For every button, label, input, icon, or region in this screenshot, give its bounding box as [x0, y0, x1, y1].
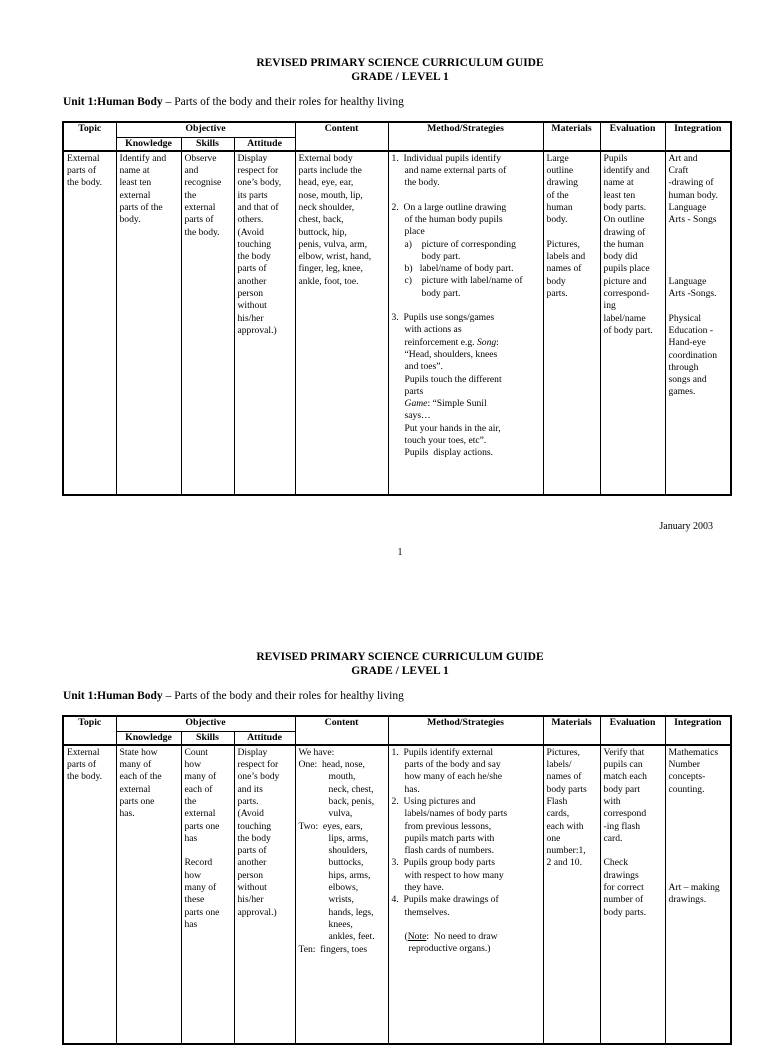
method-line: body part. — [421, 287, 461, 299]
cell-line: others. — [237, 214, 264, 226]
cell-attitude — [234, 151, 295, 495]
cell-line: names of — [546, 771, 582, 783]
cell-line — [669, 796, 728, 808]
cell-line: nose, mouth, lip, — [298, 189, 363, 201]
method-line: touch your toes, etc”. — [404, 435, 487, 447]
cell-line: without — [237, 300, 267, 312]
cell-line: (Avoid — [237, 808, 264, 820]
cell-content — [295, 151, 388, 495]
cell-line: picture and — [603, 275, 647, 287]
content-line: neck, chest, — [328, 783, 374, 795]
cell-line: chest, back, — [298, 214, 344, 226]
method-step-3: 3. Pupils group body parts — [391, 857, 495, 869]
cell-line: body parts. — [603, 201, 647, 213]
cell-line: On outline — [603, 214, 645, 226]
cell-line: his/her — [237, 894, 264, 906]
unit-label: Unit 1:Human Body — [63, 690, 163, 702]
content-line: lips, arms, — [328, 832, 369, 844]
method-line: and name external parts of — [404, 165, 507, 177]
cell-line: drawings. — [668, 894, 707, 906]
cell-line: parts. — [546, 288, 568, 300]
cell-line: parts of — [237, 845, 267, 857]
method-step-1: 1. Pupils identify external — [391, 746, 494, 758]
cell-line: body. — [119, 214, 141, 226]
cell-line: the body — [237, 251, 271, 263]
cell-line: drawing — [546, 177, 578, 189]
cell-line: one — [546, 832, 561, 844]
header-integration: Integration — [665, 122, 731, 151]
cell-line: head, eye, ear, — [298, 177, 354, 189]
table-row — [63, 745, 731, 1044]
header-topic: Topic — [63, 716, 116, 745]
cell-line: penis, vulva, arm, — [298, 238, 368, 250]
content-line: elbows, — [328, 882, 359, 894]
header-materials: Materials — [543, 122, 600, 151]
cell-line: human — [546, 201, 573, 213]
cell-line: external — [184, 808, 216, 820]
method-note — [392, 931, 540, 943]
cell-line: games. — [668, 386, 696, 398]
cell-line: each with — [546, 820, 584, 832]
cell-line: buttock, hip, — [298, 226, 347, 238]
cell-line: parts of — [184, 214, 214, 226]
cell-line: number:1, — [546, 845, 586, 857]
cell-line: approval.) — [237, 324, 277, 336]
cell-line — [604, 845, 662, 857]
cell-line: another — [237, 857, 267, 869]
cell-line: Number — [668, 759, 700, 771]
header-skills: Skills — [181, 731, 234, 745]
cell-line: pupils place — [603, 263, 650, 275]
cell-line — [669, 870, 728, 882]
cell-line: of body part. — [603, 324, 653, 336]
cell-line: parts include the — [298, 165, 362, 177]
cell-line: each of the — [119, 771, 162, 783]
cell-line: neck shoulder, — [298, 201, 355, 213]
header-integration: Integration — [665, 716, 731, 745]
cell-line: the body. — [67, 771, 103, 783]
header-materials: Materials — [543, 716, 600, 745]
method-line: place — [404, 226, 425, 238]
method-line: has. — [404, 783, 420, 795]
cell-line: has. — [119, 808, 135, 820]
method-line: with actions as — [404, 324, 462, 336]
method-line: Pupils display actions. — [404, 447, 494, 459]
header-content: Content — [295, 716, 388, 745]
cell-line: person — [237, 869, 264, 881]
cell-line: External — [67, 152, 100, 164]
cell-line: through — [668, 361, 699, 373]
header-content: Content — [295, 122, 388, 151]
cell-line: many of — [119, 759, 152, 771]
method-line — [392, 398, 540, 410]
cell-line: Count — [184, 746, 208, 758]
content-line: back, penis, — [328, 795, 375, 807]
cell-line: these — [184, 894, 205, 906]
cell-attitude — [234, 745, 295, 1044]
cell-line: body did — [603, 251, 638, 263]
cell-materials — [543, 745, 600, 1044]
header-attitude: Attitude — [234, 137, 295, 151]
cell-integration — [665, 151, 731, 495]
cell-line: (Avoid — [237, 226, 264, 238]
cell-line: and that of — [237, 201, 279, 213]
cell-line: has — [184, 832, 198, 844]
cell-materials — [543, 151, 600, 495]
cell-line: one’s body, — [237, 177, 282, 189]
cell-line: external — [184, 201, 216, 213]
cell-line: card. — [603, 832, 623, 844]
cell-topic — [63, 151, 116, 495]
method-line: Put your hands in the air, — [404, 422, 501, 434]
cell-line: body parts. — [603, 906, 647, 918]
cell-line: without — [237, 882, 267, 894]
cell-line: touching — [237, 238, 272, 250]
document-date: January 2003 — [659, 521, 713, 532]
cell-line: external — [119, 189, 151, 201]
cell-line: Record — [184, 857, 213, 869]
cell-line: with — [603, 795, 621, 807]
title-line-2: GRADE / LEVEL 1 — [351, 665, 449, 677]
cell-line — [669, 227, 728, 239]
header-evaluation: Evaluation — [600, 122, 665, 151]
cell-integration — [665, 745, 731, 1044]
cell-line: drawing of — [603, 226, 646, 238]
method-sub-a: a) picture of corresponding — [404, 238, 516, 250]
cell-line: body part — [603, 783, 641, 795]
method-step-2: 2. Using pictures and — [391, 795, 476, 807]
header-method: Method/Strategies — [388, 122, 543, 151]
cell-line: -ing flash — [603, 820, 641, 832]
cell-line: Display — [237, 746, 268, 758]
method-line: how many of each he/she — [404, 771, 503, 783]
cell-line: parts. — [237, 795, 259, 807]
cell-method — [388, 745, 543, 1044]
method-line: with respect to how many — [404, 869, 504, 881]
method-line: themselves. — [404, 906, 450, 918]
cell-line: parts of the — [119, 201, 163, 213]
cell-line: parts one — [184, 906, 220, 918]
method-line: parts — [404, 385, 424, 397]
cell-topic — [63, 745, 116, 1044]
content-line: mouth, — [328, 771, 356, 783]
cell-line: touching — [237, 820, 272, 832]
cell-line: Pictures, — [546, 238, 580, 250]
method-text: ( — [404, 930, 408, 942]
cell-line: parts of — [67, 759, 97, 771]
cell-knowledge — [116, 745, 181, 1044]
cell-skills — [181, 745, 234, 1044]
cell-line: identify and — [603, 165, 650, 177]
content-line: wrists, — [328, 894, 354, 906]
cell-line — [669, 833, 728, 845]
page-number: 1 — [397, 547, 403, 558]
content-line: hips, arms, — [328, 869, 371, 881]
content-line: ankles, feet. — [328, 931, 375, 943]
content-line: We have: — [298, 746, 335, 758]
cell-line: his/her — [237, 312, 264, 324]
cell-line — [669, 845, 728, 857]
unit-heading — [63, 690, 404, 702]
cell-line: cards, — [546, 808, 570, 820]
table-row — [63, 151, 731, 495]
method-line — [392, 337, 540, 349]
content-line: Two: eyes, ears, — [298, 820, 363, 832]
cell-line: and — [184, 165, 199, 177]
song-label: Song — [476, 336, 497, 348]
cell-line — [669, 300, 728, 312]
cell-line: how — [184, 759, 202, 771]
unit-label: Unit 1:Human Body — [63, 96, 163, 108]
header-topic: Topic — [63, 122, 116, 151]
method-text: : “Simple Sunil — [427, 398, 487, 410]
content-line: One: head, nose, — [298, 759, 365, 771]
cell-line — [669, 263, 728, 275]
cell-line: correspond- — [603, 288, 650, 300]
cell-line: Pictures, — [546, 746, 580, 758]
cell-content — [295, 745, 388, 1044]
cell-line: labels and — [546, 251, 586, 263]
cell-line: Display — [237, 152, 268, 164]
cell-line — [669, 821, 728, 833]
cell-line: and its — [237, 783, 263, 795]
cell-line: person — [237, 288, 264, 300]
content-line: vulva, — [328, 808, 353, 820]
content-line: buttocks, — [328, 857, 364, 869]
cell-line: Verify that — [603, 746, 645, 758]
header-objective: Objective — [116, 716, 295, 731]
cell-line: the body — [237, 832, 271, 844]
content-line: shoulders, — [328, 845, 368, 857]
cell-line: Art – making — [668, 882, 720, 894]
cell-line: counting. — [668, 783, 705, 795]
title-line-1: REVISED PRIMARY SCIENCE CURRICULUM GUIDE — [256, 651, 544, 663]
cell-line: its parts — [237, 189, 268, 201]
cell-line: for correct — [603, 882, 644, 894]
header-knowledge: Knowledge — [116, 731, 181, 745]
title-line-2: GRADE / LEVEL 1 — [351, 71, 449, 83]
cell-line: how — [184, 869, 202, 881]
cell-line — [669, 857, 728, 869]
cell-line: number of — [603, 894, 644, 906]
method-line: reproductive organs.) — [408, 943, 491, 955]
cell-line: the body. — [184, 226, 220, 238]
unit-description: – Parts of the body and their roles for healthy living — [162, 96, 404, 108]
method-step-1: 1. Individual pupils identify — [391, 152, 502, 164]
cell-line: Flash — [546, 795, 568, 807]
cell-knowledge — [116, 151, 181, 495]
cell-line: 2 and 10. — [546, 857, 582, 869]
cell-line: the body. — [67, 177, 103, 189]
cell-line: State how — [119, 746, 158, 758]
cell-line: coordination — [668, 349, 718, 361]
cell-line: body — [546, 275, 566, 287]
method-text: : No need to draw — [426, 930, 498, 942]
cell-line: pupils can — [603, 759, 643, 771]
header-evaluation: Evaluation — [600, 716, 665, 745]
cell-line: body parts — [546, 783, 587, 795]
document-page-2 — [0, 594, 768, 1024]
method-line: body part. — [421, 250, 461, 262]
cell-line: Mathematics — [668, 746, 719, 758]
cell-line — [547, 227, 597, 239]
cell-line: songs and — [668, 374, 707, 386]
cell-line: labels/ — [546, 759, 572, 771]
unit-heading — [63, 96, 404, 108]
cell-line: External body — [298, 152, 353, 164]
method-line: and toes”. — [404, 361, 443, 373]
content-line: knees, — [328, 918, 353, 930]
cell-line: has — [184, 918, 198, 930]
method-line: flash cards of numbers. — [404, 845, 495, 857]
header-knowledge: Knowledge — [116, 137, 181, 151]
cell-line: match each — [603, 771, 647, 783]
method-step-3: 3. Pupils use songs/games — [391, 312, 495, 324]
cell-line — [185, 845, 231, 857]
cell-line: Language — [668, 201, 707, 213]
cell-line: name at — [119, 165, 150, 177]
cell-line: respect for — [237, 165, 279, 177]
title-line-1: REVISED PRIMARY SCIENCE CURRICULUM GUIDE — [256, 57, 544, 69]
method-line: “Head, shoulders, knees — [404, 348, 498, 360]
cell-line: name at — [603, 177, 634, 189]
cell-line: -drawing of — [668, 177, 714, 189]
content-line: hands, legs, — [328, 906, 374, 918]
unit-description: – Parts of the body and their roles for healthy living — [162, 690, 404, 702]
cell-line: Observe — [184, 152, 217, 164]
method-text: : — [496, 336, 499, 348]
document-title — [0, 650, 768, 678]
note-label: Note — [407, 930, 427, 942]
cell-line: approval.) — [237, 906, 277, 918]
cell-line: Check — [603, 857, 629, 869]
cell-skills — [181, 151, 234, 495]
cell-line: respect for — [237, 759, 279, 771]
method-step-4: 4. Pupils make drawings of — [391, 894, 499, 906]
cell-line — [669, 239, 728, 251]
cell-line: External — [67, 746, 100, 758]
method-step-2: 2. On a large outline drawing — [391, 201, 507, 213]
cell-line: human body. — [668, 189, 719, 201]
cell-line: least ten — [119, 177, 152, 189]
cell-line: the human — [603, 238, 644, 250]
cell-line: parts one — [119, 795, 155, 807]
cell-line: Physical — [668, 312, 702, 324]
cell-line: the — [184, 795, 197, 807]
cell-line: parts one — [184, 820, 220, 832]
cell-line: Identify and — [119, 152, 167, 164]
method-line: parts of the body and say — [404, 759, 501, 771]
method-line: from previous lessons, — [404, 820, 492, 832]
header-method: Method/Strategies — [388, 716, 543, 745]
cell-line: each of — [184, 783, 213, 795]
cell-line: least ten — [603, 189, 636, 201]
cell-line: external — [119, 783, 151, 795]
cell-line: body. — [546, 214, 568, 226]
cell-line: Education - — [668, 324, 714, 336]
cell-line: ing — [603, 300, 616, 312]
curriculum-table-1 — [62, 121, 732, 496]
cell-line: Arts - Songs — [668, 214, 717, 226]
cell-line — [669, 251, 728, 263]
method-sub-c: c) picture with label/name of — [404, 275, 523, 287]
cell-line: finger, leg, knee, — [298, 263, 363, 275]
cell-line: the — [184, 189, 197, 201]
cell-line: Large — [546, 152, 569, 164]
document-title — [0, 56, 768, 84]
cell-line: many of — [184, 771, 217, 783]
cell-line: names of — [546, 263, 582, 275]
cell-line: Craft — [668, 165, 689, 177]
method-line: Pupils touch the different — [404, 373, 502, 385]
curriculum-table-2 — [62, 715, 732, 1045]
method-sub-b: b) label/name of body part. — [404, 263, 514, 275]
cell-line: Arts -Songs. — [668, 288, 717, 300]
cell-evaluation — [600, 151, 665, 495]
game-label: Game — [404, 398, 428, 410]
method-line: the body. — [404, 177, 440, 189]
header-objective: Objective — [116, 122, 295, 137]
method-text: reinforcement e.g. — [404, 336, 477, 348]
cell-line: recognise — [184, 177, 222, 189]
cell-line: elbow, wrist, hand, — [298, 251, 372, 263]
cell-method — [388, 151, 543, 495]
cell-line: drawings — [603, 869, 639, 881]
cell-line: Art and — [668, 152, 698, 164]
cell-line: ankle, foot, toe. — [298, 275, 359, 287]
page-separator — [0, 580, 768, 594]
cell-line: concepts- — [668, 771, 706, 783]
cell-line — [669, 808, 728, 820]
method-line: of the human body pupils — [404, 213, 503, 225]
content-line: Ten: fingers, toes — [298, 943, 368, 955]
cell-line: Hand-eye — [668, 337, 706, 349]
header-attitude: Attitude — [234, 731, 295, 745]
cell-line: another — [237, 275, 267, 287]
cell-line: parts of — [237, 263, 267, 275]
cell-line: of the — [546, 189, 569, 201]
cell-evaluation — [600, 745, 665, 1044]
method-line: they have. — [404, 882, 444, 894]
method-line: pupils match parts with — [404, 832, 495, 844]
cell-line: label/name — [603, 312, 646, 324]
method-line: says… — [404, 410, 431, 422]
cell-line: outline — [546, 165, 574, 177]
cell-line: Language — [668, 275, 707, 287]
cell-line: parts of — [67, 165, 97, 177]
header-skills: Skills — [181, 137, 234, 151]
cell-line: many of — [184, 882, 217, 894]
method-line: labels/names of body parts — [404, 808, 508, 820]
cell-line: Pupils — [603, 152, 628, 164]
cell-line: one’s body — [237, 771, 280, 783]
cell-line: correspond — [603, 808, 647, 820]
